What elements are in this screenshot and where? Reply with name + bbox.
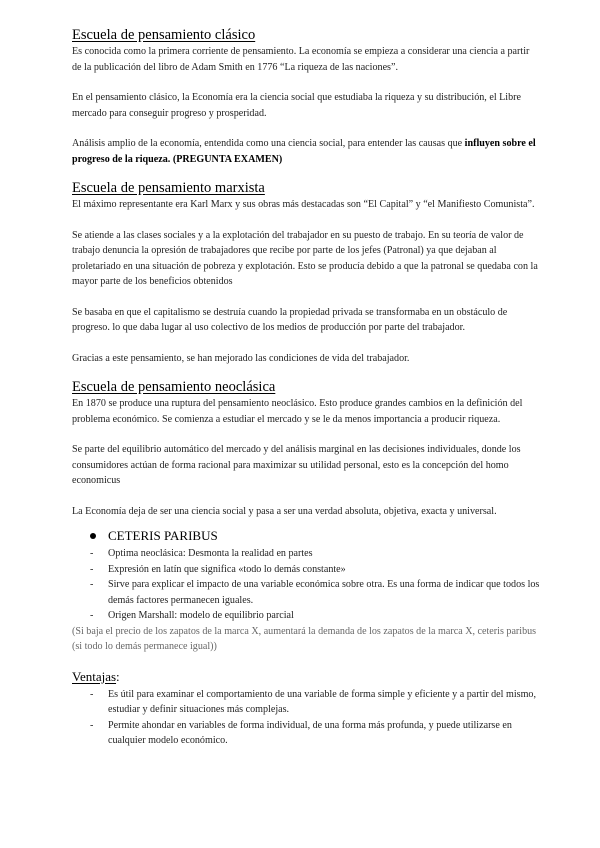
paragraph [72,136,540,167]
paragraph-text: Análisis amplio de la economía, entendida como una ciencia social, para entender las causas que [72,138,465,149]
section-title-clasico: Escuela de pensamiento clásico [72,27,256,43]
section-title-marxista: Escuela de pensamiento marxista [72,180,265,196]
list-item: - Origen Marshall: modelo de equilibrio parcial [90,610,294,621]
paragraph: Se basaba en que el capitalismo se destruía cuando la propiedad privada se transformaba en un obstáculo de progreso. lo que daba lugar al uso colectivo de los medios de producción por parte del trabajador. [72,306,508,333]
ventajas-title: Ventajas [72,668,117,684]
paragraph: En el pensamiento clásico, la Economía era la ciencia social que estudiaba la riqueza y su distribución, el Libre mercado para conseguir progreso y prosperidad. [72,92,521,119]
ventajas-list [72,687,540,749]
paragraph: Se parte del equilibrio automático del mercado y del análisis marginal en las decisiones individuales, donde los consumidores actúan de forma racional para maximizar su utilidad personal, esto es la concepción del homo economicus [72,444,521,486]
bullet-dot-icon [90,533,96,539]
ceteris-bullet [72,527,540,544]
list-item: - Sirve para explicar el impacto de una variable económica sobre otra. Es una forma de indicar que todos los demás factores permanecen iguales. [90,579,540,606]
paragraph: El máximo representante era Karl Marx y sus obras más destacadas son “El Capital” y “el Manifiesto Comunista”. [72,199,535,210]
exam-note: influyen sobre el progreso de la riqueza. (PREGUNTA EXAMEN) [72,138,536,165]
list-item: - Es útil para examinar el comportamiento de una variable de forma simple y eficiente y a partir del mismo, estudiar y definir situaciones más complejas. [90,688,536,715]
ceteris-list [72,546,540,624]
example-note: (Si baja el precio de los zapatos de la marca X, aumentará la demanda de los zapatos de la marca X, ceteris paribus (si todo lo demás permanece igual)) [72,625,537,652]
ceteris-heading: CETERIS PARIBUS [108,528,218,543]
paragraph: La Economía deja de ser una ciencia social y pasa a ser una verdad absoluta, objetiva, exacta y universal. [72,505,497,517]
paragraph: Es conocida como la primera corriente de pensamiento. La economía se empieza a considerar una ciencia a partir de la publicación del libro de Adam Smith en 1776 “La riqueza de las naciones”. [72,46,530,73]
paragraph: Gracias a este pensamiento, se han mejorado las condiciones de vida del trabajador. [72,352,410,364]
list-item: - Permite ahondar en variables de forma individual, de una forma más profunda, y puede utilizarse en cualquier modelo económico. [90,719,512,746]
list-item: - Expresión en latín que significa «todo lo demás constante» [90,563,346,575]
paragraph: En 1870 se produce una ruptura del pensamiento neoclásico. Esto produce grandes cambios en la definición del problema económico. Se comienza a estudiar el mercado y se le da menos importancia a producir riqueza. [72,398,523,425]
list-item: - Optima neoclásica: Desmonta la realidad en partes [90,548,313,559]
paragraph: Se atiende a las clases sociales y a la explotación del trabajador en su puesto de trabajo. En su teoría de valor de trabajo denuncia la opresión de trabajadores que recibe por parte de los jefes (Patronal) ya que dejaban al proletariado en una situación de pobreza y explotación. Esto se producía debido a que la patronal se quedaba con la mayor parte de los beneficios obtenidos [72,229,538,287]
ventajas-heading: Ventajas: [72,668,120,684]
section-title-neoclasica: Escuela de pensamiento neoclásica [72,379,276,395]
